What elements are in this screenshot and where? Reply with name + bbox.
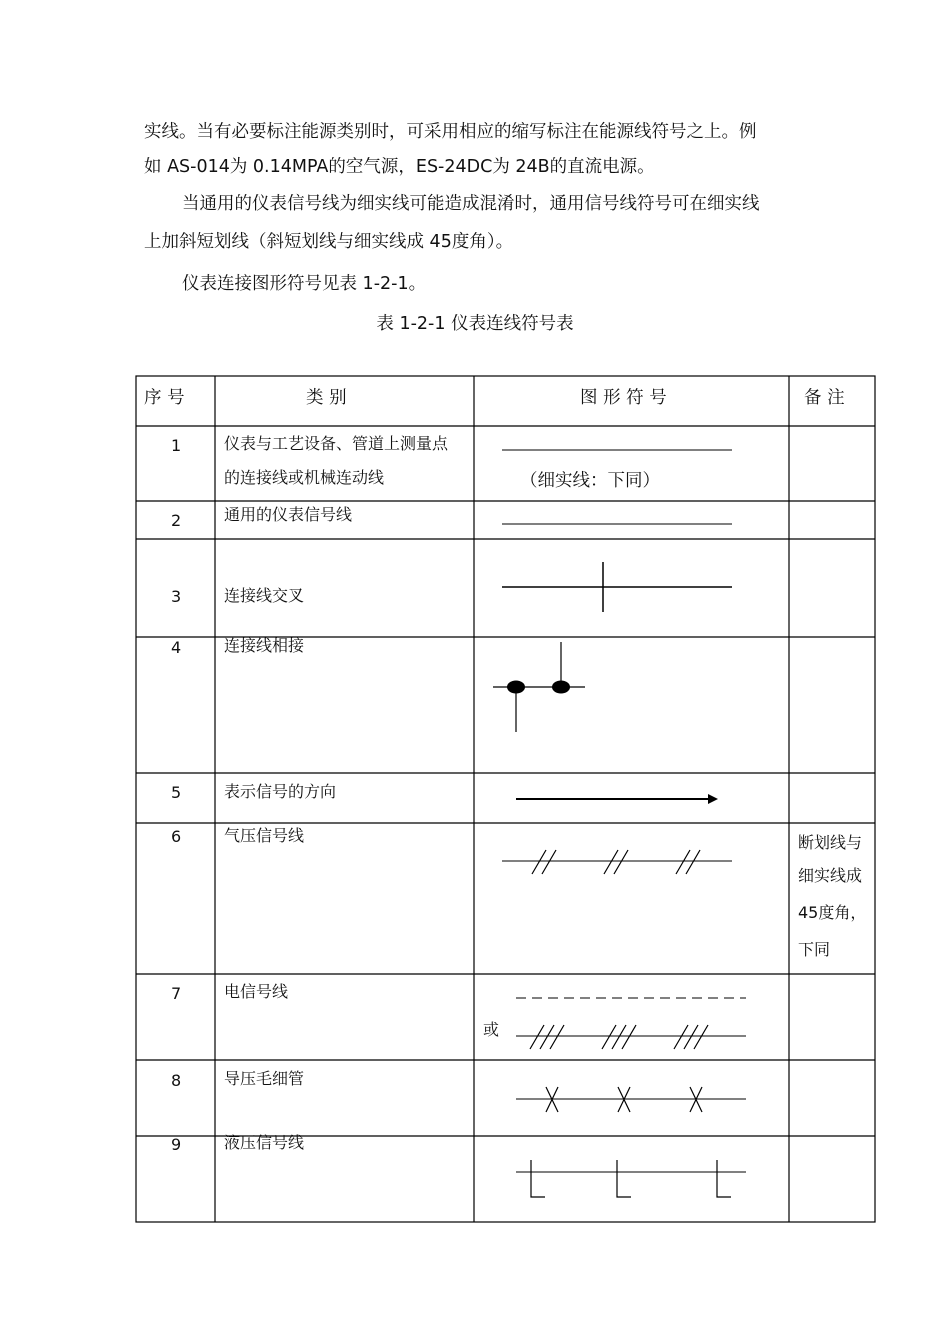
row-7-symbol-or: 或 [483,1020,500,1039]
row-2-category: 通用的仪表信号线 [224,505,353,524]
row-4-category: 连接线相接 [224,636,305,655]
paragraph-line-5: 仪表连接图形符号见表 1-2-1。 [182,274,427,294]
row-8-seq: 8 [171,1071,182,1090]
row-8-category: 导压毛细管 [224,1069,305,1088]
paragraph-line-1: 实线。当有必要标注能源类别时，可采用相应的缩写标注在能源线符号之上。例 [144,122,757,142]
row-2-seq: 2 [171,511,182,530]
header-symbol: 图 形 符 号 [580,388,667,408]
row-1-seq: 1 [171,436,182,455]
triple-slash-line-symbol [514,1022,750,1052]
junction-dots-symbol [490,640,590,735]
row-9-category: 液压信号线 [224,1133,305,1152]
thin-solid-line-symbol [500,445,740,455]
row-6-note-line-1: 断划线与 [798,833,863,852]
row-1-symbol-note: （细实线：下同） [520,471,660,491]
l-marks-line-symbol [514,1158,750,1202]
thin-solid-line-symbol [500,519,740,529]
x-marks-line-symbol [514,1085,750,1115]
row-6-note-line-2: 细实线成 [798,866,863,885]
row-5-category: 表示信号的方向 [224,782,337,801]
row-6-note-line-3: 45度角， [798,903,867,922]
header-category: 类 别 [306,388,347,408]
row-6-seq: 6 [171,827,182,846]
row-6-note-line-4: 下同 [798,940,831,959]
arrow-symbol [512,791,724,807]
row-7-category: 电信号线 [224,982,289,1001]
header-seq: 序 号 [144,388,185,408]
row-1-category-line-1: 仪表与工艺设备、管道上测量点 [224,434,449,453]
paragraph-line-2: 如 AS-014为 0.14MPA的空气源，ES-24DC为 24B的直流电源。 [144,157,655,177]
crossing-lines-symbol [500,560,740,616]
row-3-seq: 3 [171,587,182,606]
row-6-category: 气压信号线 [224,826,305,845]
double-slash-line-symbol [500,846,740,878]
paragraph-line-4: 上加斜短划线（斜短划线与细实线成 45度角）。 [144,232,514,252]
row-9-seq: 9 [171,1135,182,1154]
row-1-category-line-2: 的连接线或机械连动线 [224,468,385,487]
dashed-line-symbol [514,994,750,1002]
paragraph-line-3: 当通用的仪表信号线为细实线可能造成混淆时，通用信号线符号可在细实线 [182,194,760,214]
header-note: 备 注 [804,388,845,408]
row-7-seq: 7 [171,984,182,1003]
row-5-seq: 5 [171,783,182,802]
row-4-seq: 4 [171,638,182,657]
table-caption: 表 1-2-1 仪表连线符号表 [376,314,574,334]
row-3-category: 连接线交叉 [224,586,305,605]
